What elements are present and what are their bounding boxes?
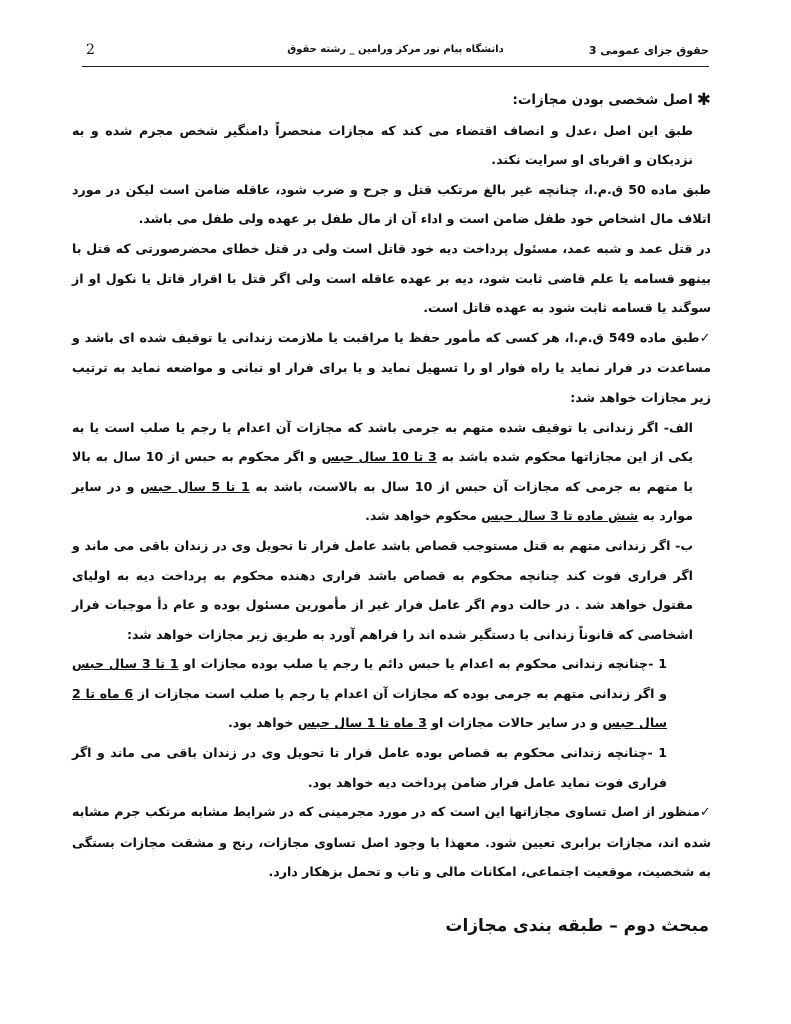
asterisk-icon: ✱ bbox=[696, 90, 711, 110]
clause-be: ب- اگر زندانی متهم به قتل مستوجب قصاص باشد عامل فرار تا تحویل وی در زندان باقی می ماند و اگر فراری فوت کند چنانچه محکوم به قصاص باشد فراری دهنده محکوم به پرداخت دیه به اولیای مقتول خواهد شد . در حالت دوم اگر عامل فرار غیر از مأمورین مسئول بوده و عام دأ موجبات فرار اشخاصی که قانوناً زندانی یا دستگیر شده اند را فراهم آورد به طریق زیر مجازات خواهد شد: bbox=[72, 537, 693, 642]
page-header bbox=[82, 40, 709, 67]
penalty-underlined: 1 تا 3 سال حبس bbox=[72, 656, 179, 672]
list-item-1-text-3: و در سایر حالات مجازات او bbox=[426, 715, 603, 731]
penalty-underlined: 6 ماه تا 2 سال حبس bbox=[72, 685, 667, 731]
paragraph-equality-principle bbox=[72, 797, 711, 887]
list-item-2: 1 -چنانچه زندانی محکوم به قصاص بوده عامل فرار تا تحویل وی در زندان باقی می ماند و اگر فراری فوت نماید عامل فرار ضامن پرداخت دیه خواهد بود. bbox=[72, 745, 667, 790]
section-title: اصل شخصی بودن مجازات: bbox=[512, 92, 693, 108]
section-heading bbox=[72, 86, 711, 116]
paragraph-article-50: طبق ماده 50 ق.م.ا، چنانچه غیر بالغ مرتکب قتل و جرح و ضرب شود، عاقله ضامن است لیکن در مورد اتلاف مال اشخاص خود طفل ضامن است و اداء آن از مال طفل بر عهده ولی طفل می باشد. bbox=[72, 181, 711, 227]
clause-alef-text-2: و اگر محکوم به حبس از 10 سال به بالا یا متهم به جرمی که مجازات آن حبس از 10 سال به بالاست، باشد به bbox=[72, 449, 693, 494]
header-university: دانشگاه پیام نور مرکز ورامین _ رشته حقوق bbox=[287, 44, 504, 55]
list-item-1 bbox=[72, 649, 711, 738]
clause-alef-text-1: الف- اگر زندانی یا توقیف شده متهم به جرمی باشد که مجازات آن اعدام یا رجم یا صلب است یا به یکی از این مجازاتها محکوم شده باشد به bbox=[72, 419, 693, 465]
list-item-1-text-1: 1 -چنانچه زندانی محکوم به اعدام یا حبس دائم یا رجم یا صلب بوده مجازات او bbox=[178, 656, 667, 672]
clause-alef-text-3: و در سایر موارد به bbox=[72, 478, 693, 524]
penalty-underlined: 3 تا 10 سال حبس bbox=[321, 449, 437, 465]
penalty-underlined: شش ماده تا 3 سال حبس bbox=[481, 508, 639, 524]
paragraph-article-549 bbox=[72, 323, 711, 413]
paragraph-principle: طبق این اصل ،عدل و انصاف اقتضاء می کند که مجازات منحصراً دامنگیر شخص مجرم شده و به نزدیکان و اقربای او سرایت نکند. bbox=[72, 122, 693, 168]
checkmark-icon: ✓ bbox=[699, 805, 711, 821]
chapter-heading: مبحث دوم – طبقه بندی مجازات bbox=[445, 916, 709, 936]
header-course-title: حقوق جزای عمومی 3 bbox=[588, 44, 709, 57]
paragraph-murder-blood-money: در قتل عمد و شبه عمد، مسئول پرداخت دیه خود قاتل است ولی در قتل خطای محضرصورتی که قتل با بینهو قسامه یا علم قاضی ثابت شود، دیه بر عهده عاقله است ولی اگر قتل با اقرار قاتل یا نکول او از سوگند یا قسامه ثابت شود به عهده قاتل است. bbox=[72, 240, 711, 316]
clause-alef bbox=[72, 413, 711, 531]
page-number: 2 bbox=[86, 42, 95, 58]
checkmark-icon: ✓ bbox=[699, 330, 711, 346]
penalty-underlined: 1 تا 5 سال حبس bbox=[140, 478, 250, 494]
list-item-1-text-2: و اگر زندانی متهم به جرمی بوده که مجازات آن اعدام یا رجم یا صلب است مجازات از bbox=[133, 685, 667, 701]
paragraph-equality-text: منظور از اصل تساوی مجازاتها این است که در مورد مجرمینی که در شرایط مشابه مرتکب جرم مشابه شده اند، مجازات برابری تعیین شود. معهذا با وجود اصل تساوی مجازات، رنج و مشقت مجازات بستگی به شخصیت، موقعیت اجتماعی، امکانات مالی و تاب و تحمل بزهکار دارد. bbox=[72, 804, 711, 880]
list-item-1-text-4: خواهد بود. bbox=[227, 715, 298, 731]
penalty-underlined: 3 ماه تا 1 سال حبس bbox=[297, 715, 427, 731]
clause-alef-text-4: محکوم خواهد شد. bbox=[365, 508, 482, 524]
document-body bbox=[72, 86, 711, 887]
paragraph-article-549-text: طبق ماده 549 ق.م.ا، هر کسی که مأمور حفظ یا مراقبت یا ملازمت زندانی یا توقیف شده ای باشد و مساعدت در فرار نماید یا راه فوار او را تسهیل نماید و یا برای فرار او تبانی و مواضعه نماید به ترتیب زیر مجازات خواهد شد: bbox=[72, 329, 711, 405]
